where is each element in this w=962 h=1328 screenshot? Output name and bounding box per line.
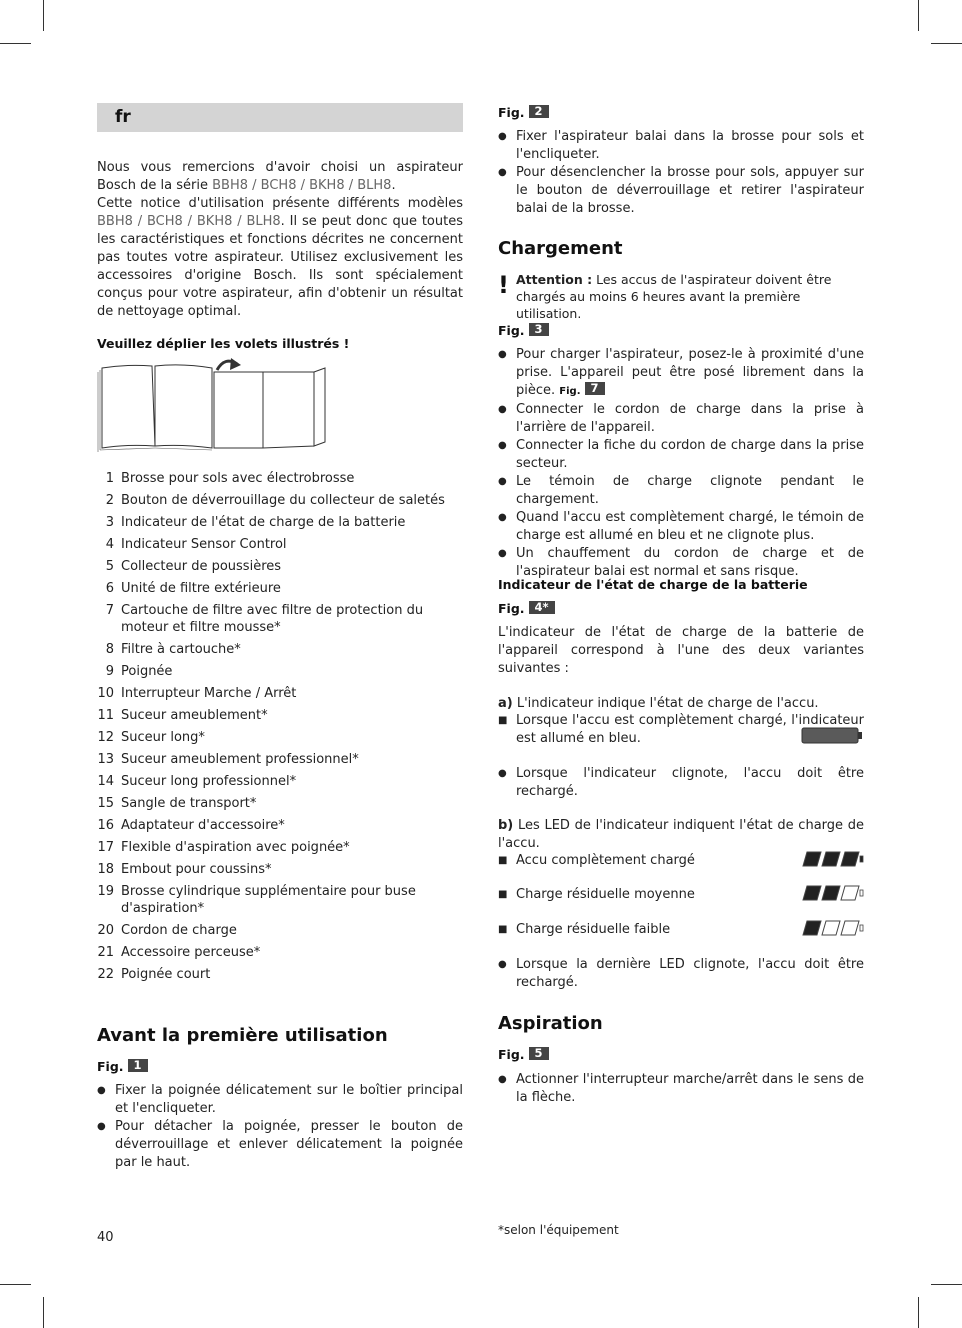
part-item: [97, 641, 463, 658]
list-item: ● Le témoin de charge clignote pendant le chargement.: [498, 473, 864, 509]
unfold-title: Veuillez déplier les volets illustrés !: [97, 336, 350, 351]
list-item-text: Pour charger l'aspirateur, posez-le à proximité d'une prise. L'appareil peut être posé librement dans la pièce.: [516, 347, 864, 398]
part-label: Flexible d'aspiration avec poignée*: [121, 840, 350, 855]
part-label: Sangle de transport*: [121, 796, 257, 811]
intro-text-part: . Il se peut donc que toutes les caractéristiques et fonctions décrites ne concernent pas toutes votre aspirateur. Utilisez exclusivement les accessoires d'origine Bosch. Ils sont spécialement conçus pour votre aspirateur, afin d'obtenir un résultat de nettoyage optimal.: [97, 214, 463, 319]
fig-label: Fig.: [498, 323, 525, 338]
list-item: ● Actionner l'interrupteur marche/arrêt dans le sens de la flèche.: [498, 1071, 864, 1107]
crop-mark: [931, 43, 962, 44]
part-number: 2: [105, 493, 114, 508]
fig-number-badge: 7: [585, 382, 605, 395]
led-segment-on: [841, 852, 859, 866]
fig-4-label: [498, 600, 555, 618]
part-label: Collecteur de poussières: [121, 559, 282, 574]
part-label: Brosse pour sols avec électrobrosse: [121, 471, 355, 486]
part-item: [97, 861, 463, 878]
level-row: [498, 886, 788, 904]
crop-mark: [918, 0, 919, 31]
part-item: [97, 922, 463, 939]
list-item: ● Connecter le cordon de charge dans la prise à l'arrière de l'appareil.: [498, 401, 864, 437]
led-segment-on: [803, 852, 821, 866]
battery-indicator-title: Indicateur de l'état de charge de la batterie: [498, 577, 808, 592]
part-number: 11: [97, 708, 114, 723]
list-item: ● Lorsque l'indicateur clignote, l'accu doit être rechargé.: [498, 765, 864, 801]
part-number: 1: [105, 471, 114, 486]
language-header: fr: [97, 103, 463, 132]
part-label: Cartouche de filtre avec filtre de protection du moteur et filtre mousse*: [121, 603, 424, 635]
intro-paragraph-2: [97, 195, 463, 321]
part-item: [97, 751, 463, 768]
fig-number-badge: 1: [128, 1059, 148, 1072]
part-number: 21: [97, 945, 114, 960]
list-item: ● Pour détacher la poignée, presser le bouton de déverrouillage et enlever délicatement la poignée par le haut.: [97, 1118, 463, 1172]
intro-text-part: Cette notice d'utilisation présente différents modèles: [97, 196, 463, 211]
footnote: *selon l'équipement: [498, 1223, 619, 1237]
fig2-bullets: [498, 128, 864, 218]
page-number: 40: [97, 1230, 114, 1245]
part-label: Accessoire perceuse*: [121, 945, 261, 960]
list-item: ● Lorsque la dernière LED clignote, l'accu doit être rechargé.: [498, 956, 864, 992]
part-item: [97, 795, 463, 812]
part-label: Adaptateur d'accessoire*: [121, 818, 285, 833]
level-row: [498, 921, 788, 939]
list-item: ■ Accu complètement chargé: [498, 852, 788, 870]
battery-full-icon: [801, 727, 864, 745]
part-label: Interrupteur Marche / Arrêt: [121, 686, 297, 701]
part-number: 13: [97, 752, 114, 767]
part-number: 9: [105, 664, 114, 679]
attention-text: Les accus de l'aspirateur doivent être chargés au moins 6 heures avant la première utilisation.: [516, 272, 832, 321]
fig-5-label: [498, 1046, 549, 1064]
battery-level-2-icon: [801, 884, 864, 902]
foldout-book-illustration: [97, 358, 329, 452]
led-segment-on: [803, 886, 821, 900]
list-item: ● Pour désenclencher la brosse pour sols, appuyer sur le bouton de déverrouillage et retirer l'aspirateur balai de la brosse.: [498, 164, 864, 218]
attention-note: [516, 271, 864, 322]
part-label: Indicateur de l'état de charge de la batterie: [121, 515, 406, 530]
fig-label: Fig.: [559, 386, 581, 397]
part-label: Suceur long*: [121, 730, 205, 745]
crop-mark: [931, 1284, 962, 1285]
part-item: [97, 602, 463, 636]
led-segment-on: [803, 921, 821, 935]
fig-2-label: [498, 104, 549, 122]
part-item: [97, 817, 463, 834]
aspiration-bullets: [498, 1071, 864, 1107]
fig-1-label: [97, 1058, 148, 1076]
part-label: Embout pour coussins*: [121, 862, 272, 877]
part-label: Bouton de déverrouillage du collecteur de saletés: [121, 493, 445, 508]
variant-b: [498, 817, 864, 853]
part-item: [97, 536, 463, 553]
variant-label: a): [498, 696, 513, 711]
intro-text-part: .: [391, 178, 396, 193]
variant-text: L'indicateur indique l'état de charge de l'accu.: [516, 696, 819, 711]
part-item: [97, 685, 463, 702]
part-number: 16: [97, 818, 114, 833]
attention-label: Attention :: [516, 272, 593, 287]
fig-number-badge: 3: [529, 323, 549, 336]
part-number: 7: [105, 603, 114, 618]
part-number: 22: [97, 967, 114, 982]
part-label: Suceur long professionnel*: [121, 774, 297, 789]
list-item: ● Connecter la fiche du cordon de charge dans la prise secteur.: [498, 437, 864, 473]
part-item: [97, 558, 463, 575]
part-number: 17: [97, 840, 114, 855]
variant-b-blink: [498, 956, 864, 992]
led-segment-off: [822, 921, 840, 935]
part-item: [97, 944, 463, 961]
crop-mark: [0, 43, 31, 44]
part-number: 10: [97, 686, 114, 701]
first-use-title: Avant la première utilisation: [97, 1025, 388, 1046]
part-item: [97, 839, 463, 856]
led-segment-on: [822, 886, 840, 900]
aspiration-title: Aspiration: [498, 1013, 603, 1034]
part-label: Suceur ameublement professionnel*: [121, 752, 359, 767]
variant-text: Les LED de l'indicateur indiquent l'état de charge de l'accu.: [498, 818, 864, 851]
fig-label: Fig.: [498, 601, 525, 616]
warning-icon: !: [498, 271, 509, 299]
part-number: 5: [105, 559, 114, 574]
part-label: Unité de filtre extérieure: [121, 581, 281, 596]
part-number: 4: [105, 537, 114, 552]
fig-label: Fig.: [498, 1047, 525, 1062]
part-item: [97, 580, 463, 597]
model-names: BBH8 / BCH8 / BKH8 / BLH8: [97, 214, 281, 229]
part-number: 3: [105, 515, 114, 530]
part-item: [97, 470, 463, 487]
part-item: [97, 729, 463, 746]
charging-title: Chargement: [498, 238, 623, 259]
fig-label: Fig.: [498, 105, 525, 120]
part-label: Poignée: [121, 664, 173, 679]
list-item: ● Fixer l'aspirateur balai dans la brosse pour sols et l'encliqueter.: [498, 128, 864, 164]
intro-text: [97, 159, 463, 321]
battery-tip: [860, 890, 863, 896]
part-item: [97, 883, 463, 917]
variant-label: b): [498, 818, 514, 833]
fig-label: Fig.: [97, 1059, 124, 1074]
list-item: ■ Charge résiduelle moyenne: [498, 886, 788, 904]
fig-number-badge: 4*: [529, 601, 555, 614]
crop-mark: [43, 0, 44, 31]
part-item: [97, 773, 463, 790]
led-segment-on: [822, 852, 840, 866]
battery-level-3-icon: [801, 850, 864, 868]
variant-a: [498, 695, 864, 713]
part-label: Indicateur Sensor Control: [121, 537, 287, 552]
fig-number-badge: 5: [529, 1047, 549, 1060]
part-number: 19: [97, 884, 114, 899]
part-number: 15: [97, 796, 114, 811]
intro-paragraph-1: [97, 159, 463, 195]
variant-a-blink: [498, 765, 864, 801]
crop-mark: [0, 1284, 31, 1285]
part-number: 8: [105, 642, 114, 657]
intro-text-part: Nous vous remercions d'avoir choisi un aspirateur Bosch de la série: [97, 160, 463, 193]
battery-level-1-icon: [801, 919, 864, 937]
part-item: [97, 492, 463, 509]
battery-tip: [860, 856, 863, 862]
battery-tip: [860, 925, 863, 931]
parts-list: [97, 470, 463, 988]
part-item: [97, 707, 463, 724]
part-item: [97, 663, 463, 680]
first-use-bullets: [97, 1082, 463, 1172]
part-number: 18: [97, 862, 114, 877]
list-item: ● Fixer la poignée délicatement sur le boîtier principal et l'encliqueter.: [97, 1082, 463, 1118]
list-item: ● Un chauffement du cordon de charge et de l'aspirateur balai est normal et sans risque.: [498, 545, 864, 581]
led-segment-off: [841, 886, 859, 900]
list-item: [498, 346, 864, 401]
fig-3-label: [498, 322, 549, 340]
led-segment-off: [841, 921, 859, 935]
part-number: 14: [97, 774, 114, 789]
level-row: [498, 852, 788, 870]
battery-intro: L'indicateur de l'état de charge de la batterie de l'appareil correspond à l'une des deux variantes suivantes :: [498, 625, 864, 676]
part-number: 20: [97, 923, 114, 938]
list-item: ● Quand l'accu est complètement chargé, le témoin de charge est allumé en bleu et ne clignote plus.: [498, 509, 864, 545]
part-item: [97, 966, 463, 983]
list-item-text: Lorsque l'accu est complètement chargé, l'indicateur est allumé en bleu.: [516, 713, 864, 746]
part-number: 6: [105, 581, 114, 596]
part-label: Cordon de charge: [121, 923, 237, 938]
part-label: Suceur ameublement*: [121, 708, 268, 723]
crop-mark: [43, 1297, 44, 1328]
list-item: ■ Charge résiduelle faible: [498, 921, 788, 939]
charging-bullets: [498, 346, 864, 581]
crop-mark: [918, 1297, 919, 1328]
model-names: BBH8 / BCH8 / BKH8 / BLH8: [212, 178, 392, 193]
part-item: [97, 514, 463, 531]
part-number: 12: [97, 730, 114, 745]
part-label: Filtre à cartouche*: [121, 642, 241, 657]
fig-number-badge: 2: [529, 105, 549, 118]
part-label: Brosse cylindrique supplémentaire pour buse d'aspiration*: [121, 884, 416, 916]
part-label: Poignée court: [121, 967, 211, 982]
